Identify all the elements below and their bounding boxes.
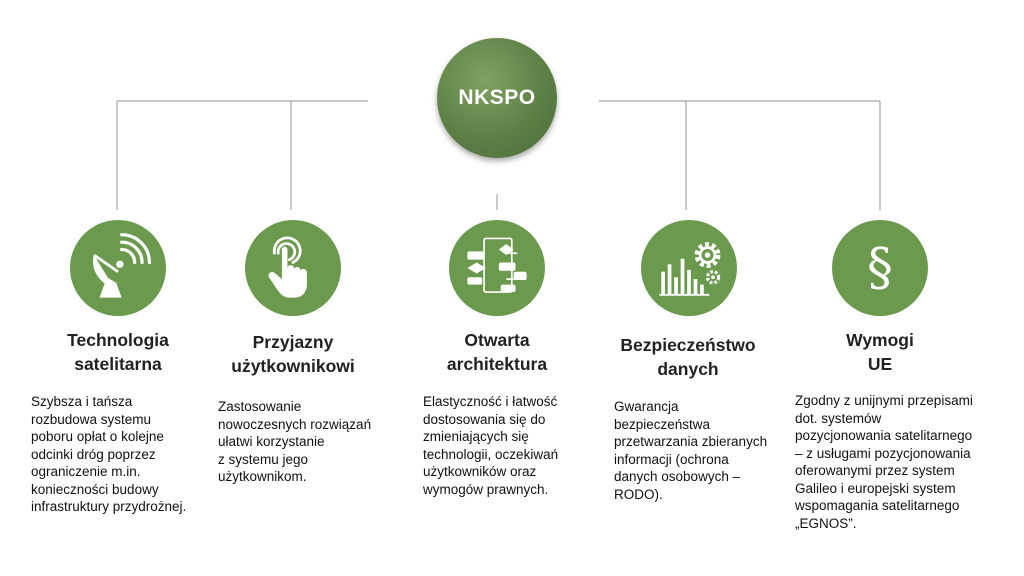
paragraph-section-icon xyxy=(832,220,928,316)
chart-gears-icon xyxy=(641,220,737,316)
pillar-desc-4: Gwarancja bezpieczeństwa przetwarzania zbieranych informacji (ochrona danych osobowych – RODO). xyxy=(614,399,768,502)
pillar-desc-2: Zastosowanie nowoczesnych rozwiązań ułatwi korzystanie z systemu jego użytkownikom. xyxy=(218,399,372,484)
pillar-title-2: Przyjazny użytkownikowi xyxy=(231,332,355,376)
pillar-title-1: Technologia satelitarna xyxy=(67,330,169,374)
hub-label: NKSPO xyxy=(458,86,536,109)
hub-node xyxy=(437,38,557,158)
pillar-title-4: Bezpieczeństwo danych xyxy=(620,335,756,379)
pillar-title-3: Otwarta architektura xyxy=(446,330,548,374)
pillar-desc-5: Zgodny z unijnymi przepisami dot. systemów pozycjonowania satelitarnego – z usługami pozycjonowania oferowanymi przez system Galileo i europejski system wspomagania satelitarnego „EGNOS”. xyxy=(795,393,973,531)
pillar-desc-3: Elastyczność i łatwość dostosowania się do zmieniających się technologii, oczekiwań użytkowników oraz wymogów prawnych. xyxy=(423,394,559,497)
flowchart-icon xyxy=(449,220,545,316)
pillar-title-5: Wymogi UE xyxy=(846,330,914,374)
svg-text:§: § xyxy=(867,237,893,298)
pillar-desc-1: Szybsza i tańsza rozbudowa systemu poboru opłat o kolejne odcinki dróg poprzez ograniczenie m.in. konieczności budowy infrastruktury przydrożnej. xyxy=(31,394,187,514)
touch-hand-icon xyxy=(245,220,341,316)
satellite-dish-icon xyxy=(70,220,166,316)
